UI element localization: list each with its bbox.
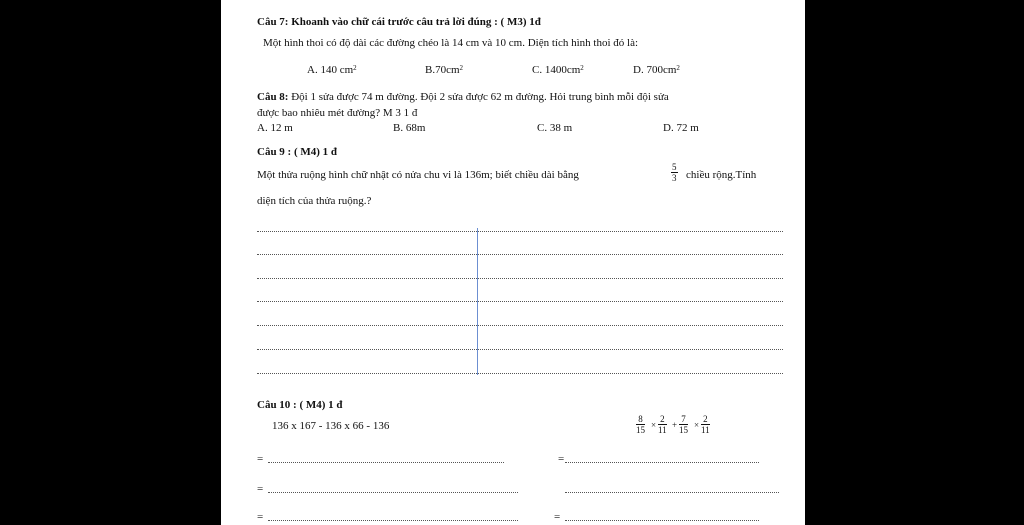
calc-line xyxy=(268,520,518,521)
q9-text-line1b: chiều rộng.Tính xyxy=(686,169,757,181)
divider-line xyxy=(477,228,478,375)
calc-line xyxy=(565,520,759,521)
calc-eq-right-3: = xyxy=(554,511,561,523)
q7-option-b: $B.70cm^2$ xyxy=(425,64,464,76)
q10-op-3: × xyxy=(694,420,700,430)
q9-text-line1a: Một thửa ruộng hình chữ nhật có nửa chu vi là 136m; biết chiều dài bằng xyxy=(257,169,579,181)
calc-line xyxy=(565,462,759,463)
q8-option-c: C. 38 m xyxy=(537,122,573,134)
q7-text: Một hình thoi có độ dài các đường chéo là 14 cm và 10 cm. Diện tích hình thoi đó là: xyxy=(263,37,639,49)
q8-option-d: D. 72 m xyxy=(663,122,699,134)
q7-option-a: A. 140 $cm^2$ xyxy=(307,64,357,76)
q10-op-2: + xyxy=(672,420,678,430)
q10-title: Câu 10 : ( M4) 1 đ xyxy=(257,399,343,411)
answer-line xyxy=(257,301,783,302)
q9-text-line2: diện tích của thửa ruộng.? xyxy=(257,195,372,207)
answer-line xyxy=(257,254,783,255)
q10-frac-2: $\frac{2}{11}$ xyxy=(658,414,667,435)
q9-fraction-den: 3 xyxy=(672,173,677,183)
answer-line xyxy=(257,231,783,232)
q10-frac-3: $\frac{7}{15}$ xyxy=(679,414,688,435)
calc-line xyxy=(268,492,518,493)
q7-option-c: C. $1400cm^2$ xyxy=(532,64,584,76)
q10-expr-left: 136 x 167 - 136 x 66 - 136 xyxy=(272,420,390,432)
q10-frac-4: $\frac{2}{11}$ xyxy=(701,414,710,435)
answer-line xyxy=(257,349,783,350)
calc-eq-left-3: = xyxy=(257,511,264,523)
q9-fraction xyxy=(671,162,678,183)
q9-title: Câu 9 : ( M4) 1 đ xyxy=(257,146,338,158)
worksheet-page xyxy=(221,0,805,525)
q10-op-1: × xyxy=(651,420,657,430)
calc-line xyxy=(565,492,779,493)
answer-line xyxy=(257,278,783,279)
calc-line xyxy=(268,462,504,463)
q9-fraction-num: 5 xyxy=(672,162,677,172)
calc-eq-right-1: = xyxy=(558,453,565,465)
q8-text-line1: Câu 8: Đội 1 sửa được 74 m đường. Đội 2 sửa được 62 m đường. Hỏi trung bình mỗi đội sửa xyxy=(257,91,669,103)
answer-line xyxy=(257,325,783,326)
q8-text-line2: được bao nhiêu mét đường? M 3 1 đ xyxy=(257,107,418,119)
q7-option-d: D. $700cm^2$ xyxy=(633,64,680,76)
q8-option-a: A. 12 m xyxy=(257,122,293,134)
q8-option-b: B. 68m xyxy=(393,122,426,134)
answer-line xyxy=(257,373,783,374)
q10-frac-1: $\frac{8}{15}$ xyxy=(636,414,645,435)
calc-eq-left-2: = xyxy=(257,483,264,495)
q7-title: Câu 7: Khoanh vào chữ cái trước câu trả lời đúng : ( M3) 1đ xyxy=(257,16,541,28)
calc-eq-left-1: = xyxy=(257,453,264,465)
